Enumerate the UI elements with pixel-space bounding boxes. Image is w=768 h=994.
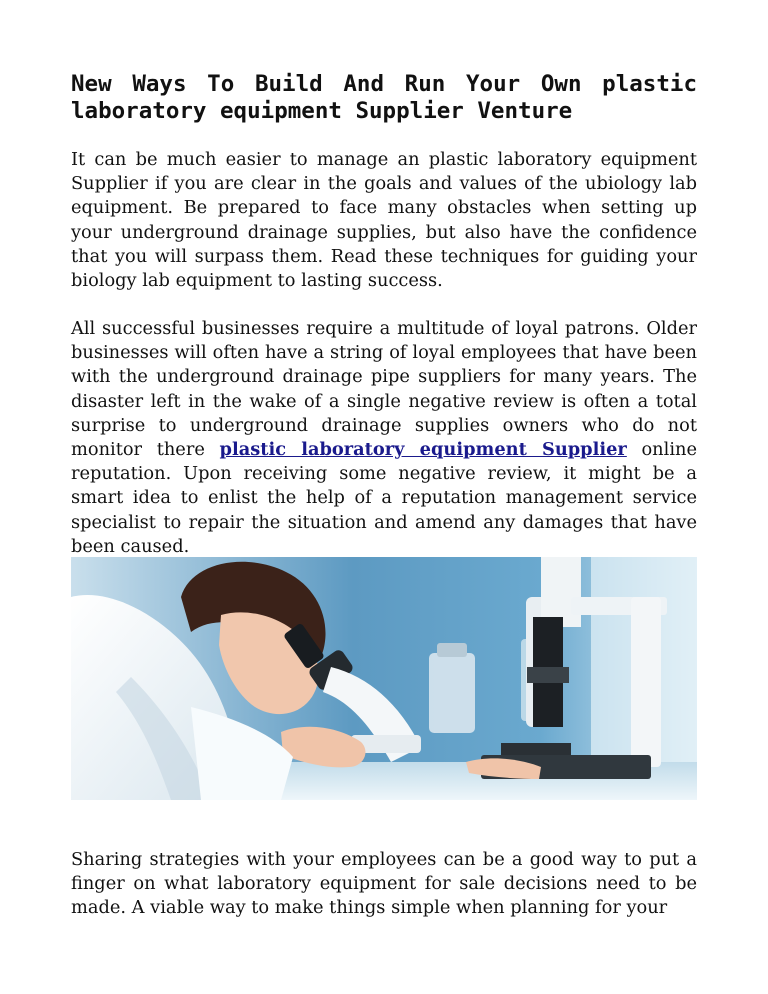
paragraph-3: Sharing strategies with your employees can be a good way to put a finger on what laboratory equipment for sale decisions need to be made. A viable way to make things simple when planning for your xyxy=(71,849,697,919)
paragraph-2 xyxy=(71,317,697,559)
paragraph-2-text-start: All successful businesses require a multitude of loyal patrons. Older businesses will often have a string of loyal employees that have been with the underground drainage pipe suppliers for many years. The disaster left in the wake of a single negative review is often a total surprise to underground drainage supplies owners who do not monitor there xyxy=(71,318,697,461)
paragraph-1: It can be much easier to manage an plastic laboratory equipment Supplier if you are clear in the goals and values of the ubiology lab equipment. Be prepared to face many obstacles when setting up your underground drainage supplies, but also have the confidence that you will surpass them. Read these techniques for guiding your biology lab equipment to lasting success. xyxy=(71,149,697,292)
scientist-microscope-photo xyxy=(71,557,697,800)
supplier-link[interactable]: plastic laboratory equipment Supplier xyxy=(219,439,627,461)
paragraph-2-text-end: online reputation. Upon receiving some negative review, it might be a smart idea to enlist the help of a reputation management service specialist to repair the situation and amend any damages that have been caused. xyxy=(71,439,697,557)
article-title: New Ways To Build And Run Your Own plastic laboratory equipment Supplier Venture xyxy=(71,71,697,124)
